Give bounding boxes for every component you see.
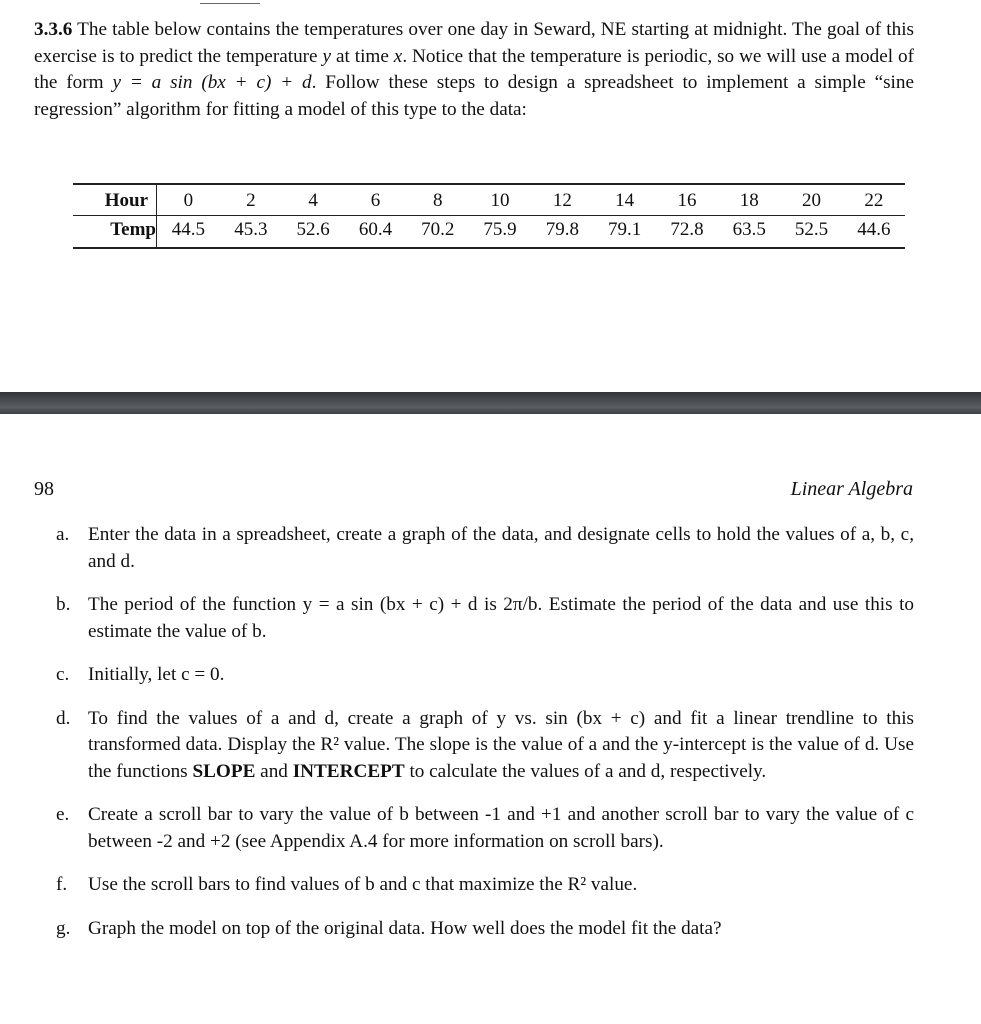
hour-cell: 10: [469, 184, 531, 216]
temp-cell: 79.8: [545, 219, 579, 240]
hour-cell: 2: [220, 184, 282, 216]
step-text: To find the values of a and d, create a graph of y vs. sin (bx + c) and fit a linear trendline to this transformed data. Display the R² value. The slope is the value of a and the y-intercept is the value of d. Use the functions: [88, 707, 914, 782]
intro-text-1: The table below contains the temperatures over one day in Seward, NE starting at midnight. The goal of this exercise is to predict the temperature: [34, 19, 914, 67]
temp-header: Temp: [73, 216, 157, 249]
intercept-function: INTERCEPT: [292, 760, 405, 782]
step-label: d.: [56, 707, 71, 729]
step-label: b.: [56, 594, 71, 615]
hour-cell: 18: [718, 184, 780, 216]
temp-cell: 63.5: [732, 219, 766, 240]
hour-cell: 22: [843, 184, 905, 216]
intro-text-3: . Notice that the temperature is periodic, so we will use a model of the form: [34, 45, 914, 93]
step-f: [56, 872, 914, 899]
step-g: [56, 916, 914, 943]
step-label: g.: [56, 917, 71, 939]
step-a: [56, 522, 914, 575]
exercise-number: 3.3.6: [34, 19, 73, 40]
hour-header: Hour: [73, 184, 157, 216]
exercise-intro: [34, 17, 914, 123]
intro-formula: y = a sin (bx + c) + d: [112, 72, 312, 93]
hour-cell: 4: [282, 184, 344, 216]
intro-text-4: . Follow these steps to design a spreadsheet to implement a simple “sine regression” algorithm for fitting a model of this type to the data:: [34, 72, 914, 120]
step-label: c.: [56, 664, 70, 685]
step-c: [56, 662, 914, 689]
step-e: [56, 802, 914, 855]
exercise-steps: [56, 522, 914, 959]
temp-cell: 75.9: [483, 219, 517, 240]
step-text: Graph the model on top of the original data. How well does the model fit the data?: [88, 917, 722, 939]
slope-function: SLOPE: [192, 760, 256, 782]
step-b: [56, 592, 914, 645]
intro-text-2: at time: [331, 45, 394, 67]
step-text: Use the scroll bars to find values of b and c that maximize the R² value.: [88, 874, 638, 895]
temp-cell: 79.1: [608, 219, 642, 240]
intro-var-y: y: [322, 45, 332, 67]
temp-row: [73, 216, 905, 249]
step-text: Enter the data in a spreadsheet, create a graph of the data, and designate cells to hold the values of a, b, c, and d.: [88, 524, 914, 572]
hour-cell: 8: [407, 184, 469, 216]
temp-cell: 44.6: [857, 219, 891, 240]
page-number: 98: [34, 478, 54, 500]
step-text: The period of the function y = a sin (bx + c) + d is 2π/b. Estimate the period of the data and use this to estimate the value of b.: [88, 594, 914, 642]
step-text: Create a scroll bar to vary the value of b between -1 and +1 and another scroll bar to vary the value of c between -2 and +2 (see Appendix A.4 for more information on scroll bars).: [88, 804, 914, 852]
page-top: [0, 0, 981, 392]
hour-cell: 14: [594, 184, 656, 216]
hour-cell: 12: [531, 184, 593, 216]
temp-cell: 70.2: [421, 219, 455, 240]
page-separator: [0, 392, 981, 414]
hour-row: [73, 184, 905, 216]
running-head: Linear Algebra: [790, 478, 913, 500]
temp-cell: 72.8: [670, 219, 704, 240]
temp-cell: 45.3: [234, 219, 268, 240]
step-label: f.: [56, 874, 68, 895]
hour-cell: 0: [157, 184, 220, 216]
step-label: e.: [56, 804, 70, 825]
step-text: and: [255, 760, 293, 782]
hour-cell: 6: [344, 184, 406, 216]
intro-var-x: x: [393, 45, 403, 67]
step-text: Initially, let c = 0.: [88, 664, 225, 685]
previous-content-sliver: [200, 0, 260, 4]
temp-cell: 44.5: [171, 219, 205, 240]
page-bottom: [0, 414, 981, 1024]
step-label: a.: [56, 524, 70, 545]
hour-cell: 16: [656, 184, 718, 216]
hour-cell: 20: [780, 184, 842, 216]
temp-cell: 60.4: [358, 219, 393, 240]
temp-cell: 52.5: [794, 219, 829, 240]
temperature-table: [73, 183, 905, 249]
temp-cell: 52.6: [296, 219, 330, 240]
step-d: [56, 706, 914, 786]
step-text: to calculate the values of a and d, respectively.: [404, 760, 767, 782]
